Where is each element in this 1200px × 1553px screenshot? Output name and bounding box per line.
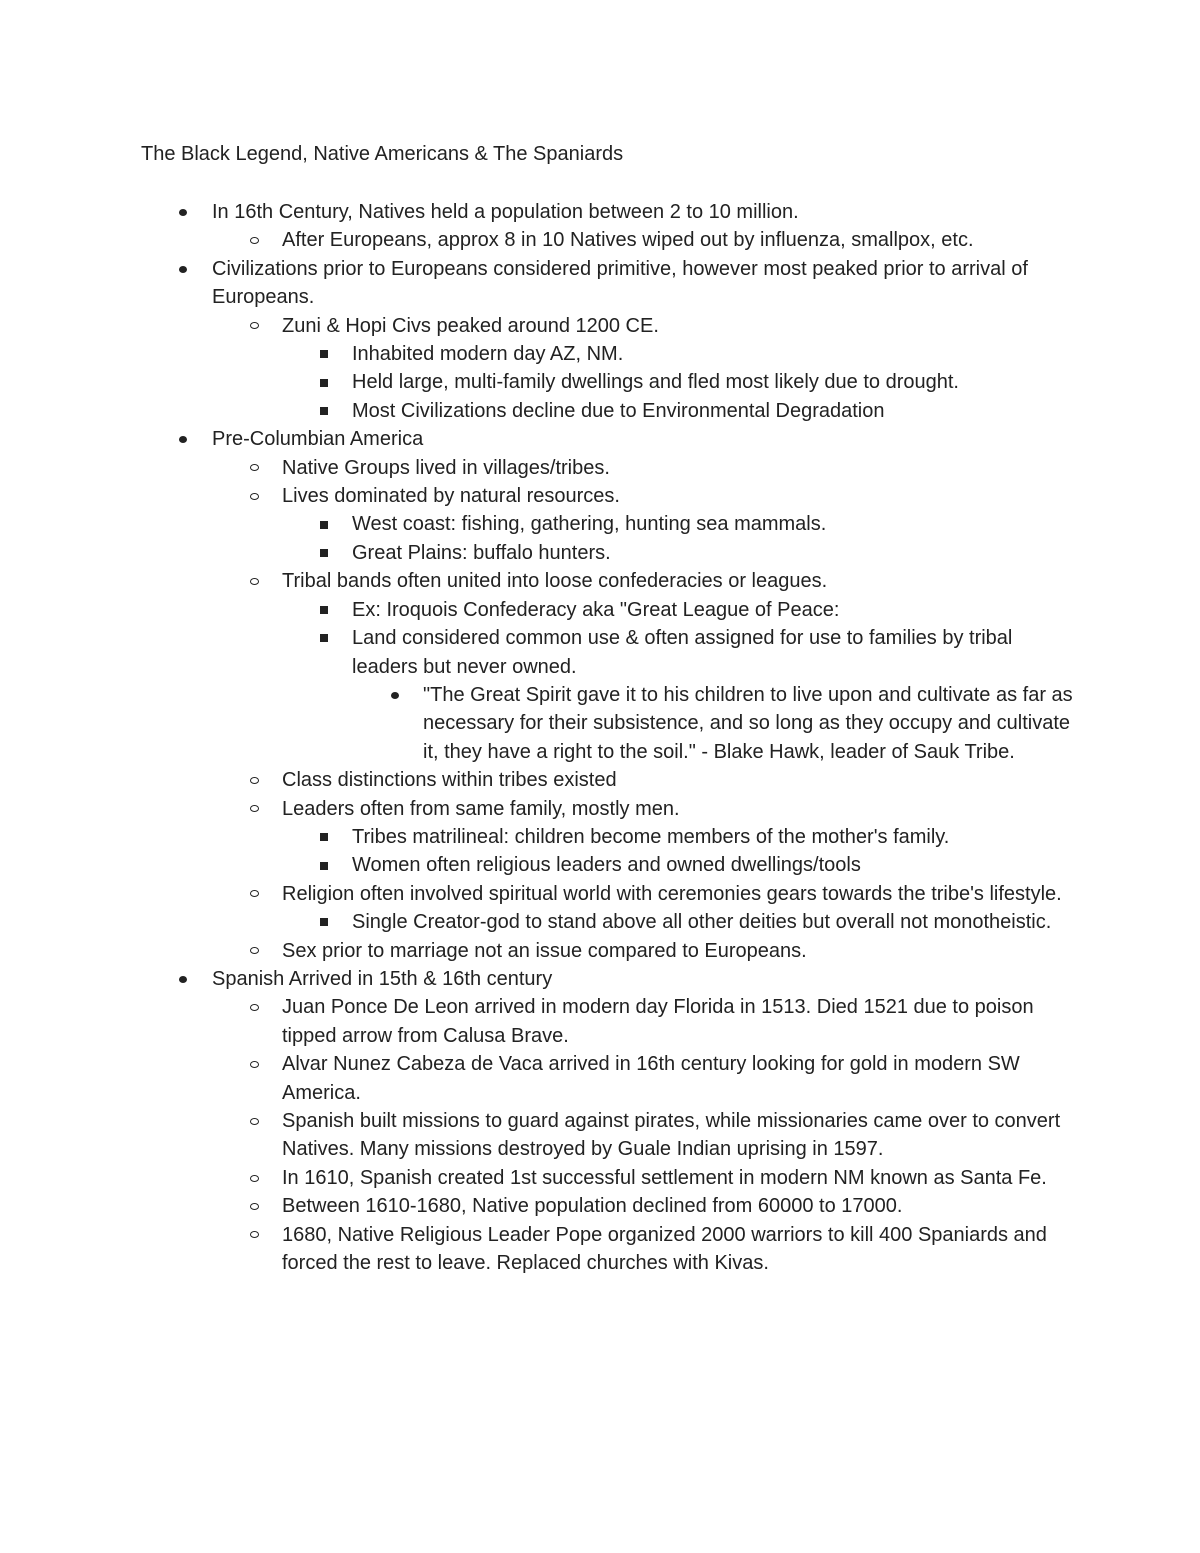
list-item bbox=[0, 539, 1200, 567]
list-item bbox=[0, 908, 1200, 936]
list-item bbox=[0, 880, 1200, 908]
bullet-marker bbox=[247, 880, 261, 908]
bullet-marker bbox=[247, 1107, 261, 1135]
square-bullet-icon bbox=[320, 407, 328, 415]
hollow-circle-bullet-icon bbox=[250, 237, 259, 244]
hollow-circle-bullet-icon bbox=[250, 322, 259, 329]
list-item bbox=[0, 1107, 1200, 1164]
filled-circle-bullet-icon bbox=[179, 209, 187, 216]
bullet-marker bbox=[317, 908, 331, 936]
list-item-text: Alvar Nunez Cabeza de Vaca arrived in 16th century looking for gold in modern SW America. bbox=[282, 1053, 1020, 1104]
list-item-text: West coast: fishing, gathering, hunting sea mammals. bbox=[352, 513, 827, 536]
list-item-text: Spanish Arrived in 15th & 16th century bbox=[212, 967, 553, 990]
bullet-marker bbox=[317, 624, 331, 652]
square-bullet-icon bbox=[320, 350, 328, 358]
list-item-text: Leaders often from same family, mostly men. bbox=[282, 797, 680, 820]
list-item-text: Most Civilizations decline due to Environmental Degradation bbox=[352, 399, 885, 422]
list-item-text: "The Great Spirit gave it to his children to live upon and cultivate as far as necessary for their subsistence, and so long as they occupy and cultivate it, they have a right to the soil." - Blake Hawk, leader of Sauk Tribe. bbox=[423, 683, 1073, 763]
list-item bbox=[0, 425, 1200, 453]
bullet-marker bbox=[247, 937, 261, 965]
square-bullet-icon bbox=[320, 379, 328, 387]
list-item bbox=[0, 482, 1200, 510]
list-item bbox=[0, 368, 1200, 396]
document-title: The Black Legend, Native Americans & The Spaniards bbox=[141, 143, 624, 165]
list-item bbox=[0, 397, 1200, 425]
list-item-text: Inhabited modern day AZ, NM. bbox=[352, 343, 624, 366]
bullet-marker bbox=[247, 312, 261, 340]
bullet-marker bbox=[247, 567, 261, 595]
list-item-text: Pre-Columbian America bbox=[212, 428, 424, 451]
list-item bbox=[0, 510, 1200, 538]
list-item-text: Juan Ponce De Leon arrived in modern day Florida in 1513. Died 1521 due to poison tipped arrow from Calusa Brave. bbox=[282, 996, 1034, 1047]
bullet-marker bbox=[247, 993, 261, 1021]
bullet-marker bbox=[317, 539, 331, 567]
bullet-marker bbox=[176, 965, 190, 993]
list-item bbox=[0, 255, 1200, 312]
list-item-text: Religion often involved spiritual world with ceremonies gears towards the tribe's lifestyle. bbox=[282, 882, 1062, 905]
hollow-circle-bullet-icon bbox=[250, 1004, 259, 1011]
list-item-text: Between 1610-1680, Native population declined from 60000 to 17000. bbox=[282, 1195, 903, 1218]
list-item bbox=[0, 312, 1200, 340]
bullet-marker bbox=[176, 198, 190, 226]
hollow-circle-bullet-icon bbox=[250, 1175, 259, 1182]
list-item bbox=[0, 1164, 1200, 1192]
filled-circle-bullet-icon bbox=[391, 692, 399, 699]
list-item bbox=[0, 340, 1200, 368]
hollow-circle-bullet-icon bbox=[250, 947, 259, 954]
square-bullet-icon bbox=[320, 862, 328, 870]
hollow-circle-bullet-icon bbox=[250, 805, 259, 812]
bullet-marker bbox=[247, 1050, 261, 1078]
list-item bbox=[0, 567, 1200, 595]
list-item-text: Tribes matrilineal: children become members of the mother's family. bbox=[352, 825, 950, 848]
list-item-text: Women often religious leaders and owned dwellings/tools bbox=[352, 854, 861, 877]
list-item-text: Sex prior to marriage not an issue compared to Europeans. bbox=[282, 939, 807, 962]
square-bullet-icon bbox=[320, 606, 328, 614]
bullet-marker bbox=[247, 1164, 261, 1192]
hollow-circle-bullet-icon bbox=[250, 578, 259, 585]
hollow-circle-bullet-icon bbox=[250, 464, 259, 471]
list-item bbox=[0, 681, 1200, 766]
bullet-marker bbox=[247, 482, 261, 510]
list-item bbox=[0, 624, 1200, 681]
list-item bbox=[0, 454, 1200, 482]
square-bullet-icon bbox=[320, 521, 328, 529]
list-item-text: Zuni & Hopi Civs peaked around 1200 CE. bbox=[282, 314, 659, 337]
hollow-circle-bullet-icon bbox=[250, 777, 259, 784]
list-item-text: Class distinctions within tribes existed bbox=[282, 769, 617, 792]
bullet-marker bbox=[247, 795, 261, 823]
list-item-text: Lives dominated by natural resources. bbox=[282, 485, 620, 508]
square-bullet-icon bbox=[320, 918, 328, 926]
square-bullet-icon bbox=[320, 833, 328, 841]
square-bullet-icon bbox=[320, 634, 328, 642]
list-item-text: 1680, Native Religious Leader Pope organized 2000 warriors to kill 400 Spaniards and forced the rest to leave. Replaced churches with Kivas. bbox=[282, 1223, 1047, 1275]
hollow-circle-bullet-icon bbox=[250, 1061, 259, 1068]
hollow-circle-bullet-icon bbox=[250, 493, 259, 500]
bullet-marker bbox=[176, 255, 190, 283]
list-item-text: Ex: Iroquois Confederacy aka "Great League of Peace: bbox=[352, 598, 840, 621]
list-item-text: Great Plains: buffalo hunters. bbox=[352, 541, 611, 564]
bullet-marker bbox=[247, 1221, 261, 1249]
list-item bbox=[0, 1221, 1200, 1278]
bullet-outline bbox=[0, 198, 1200, 1277]
list-item-text: Civilizations prior to Europeans considered primitive, however most peaked prior to arrival of Europeans. bbox=[212, 257, 1028, 309]
bullet-marker bbox=[247, 226, 261, 254]
list-item bbox=[0, 795, 1200, 823]
list-item-text: In 1610, Spanish created 1st successful settlement in modern NM known as Santa Fe. bbox=[282, 1166, 1047, 1189]
list-item bbox=[0, 937, 1200, 965]
list-item bbox=[0, 226, 1200, 254]
filled-circle-bullet-icon bbox=[179, 266, 187, 273]
list-item-text: In 16th Century, Natives held a population between 2 to 10 million. bbox=[212, 201, 799, 223]
bullet-marker bbox=[317, 397, 331, 425]
bullet-marker bbox=[317, 368, 331, 396]
list-item-text: Tribal bands often united into loose confederacies or leagues. bbox=[282, 570, 828, 593]
list-item bbox=[0, 1050, 1200, 1107]
list-item bbox=[0, 198, 1200, 226]
hollow-circle-bullet-icon bbox=[250, 1118, 259, 1125]
hollow-circle-bullet-icon bbox=[250, 890, 259, 897]
list-item bbox=[0, 993, 1200, 1050]
bullet-marker bbox=[317, 851, 331, 879]
bullet-marker bbox=[317, 340, 331, 368]
list-item-text: Land considered common use & often assigned for use to families by tribal leaders but never owned. bbox=[352, 627, 1013, 678]
list-item-text: Single Creator-god to stand above all other deities but overall not monotheistic. bbox=[352, 911, 1052, 934]
bullet-marker bbox=[317, 823, 331, 851]
bullet-marker bbox=[317, 596, 331, 624]
list-item bbox=[0, 766, 1200, 794]
list-item-text: Held large, multi-family dwellings and fled most likely due to drought. bbox=[352, 371, 959, 394]
list-item-text: Native Groups lived in villages/tribes. bbox=[282, 456, 610, 479]
list-item-text: Spanish built missions to guard against pirates, while missionaries came over to convert Natives. Many missions destroyed by Guale Indian uprising in 1597. bbox=[282, 1110, 1061, 1161]
list-item bbox=[0, 823, 1200, 851]
bullet-marker bbox=[176, 425, 190, 453]
square-bullet-icon bbox=[320, 549, 328, 557]
bullet-marker bbox=[388, 681, 402, 709]
bullet-marker bbox=[247, 766, 261, 794]
list-item bbox=[0, 965, 1200, 993]
list-item bbox=[0, 596, 1200, 624]
list-item bbox=[0, 851, 1200, 879]
bullet-marker bbox=[247, 1192, 261, 1220]
hollow-circle-bullet-icon bbox=[250, 1231, 259, 1238]
filled-circle-bullet-icon bbox=[179, 976, 187, 983]
hollow-circle-bullet-icon bbox=[250, 1203, 259, 1210]
filled-circle-bullet-icon bbox=[179, 436, 187, 443]
bullet-marker bbox=[317, 510, 331, 538]
list-item-text: After Europeans, approx 8 in 10 Natives wiped out by influenza, smallpox, etc. bbox=[282, 229, 974, 252]
list-item bbox=[0, 1192, 1200, 1220]
bullet-marker bbox=[247, 454, 261, 482]
